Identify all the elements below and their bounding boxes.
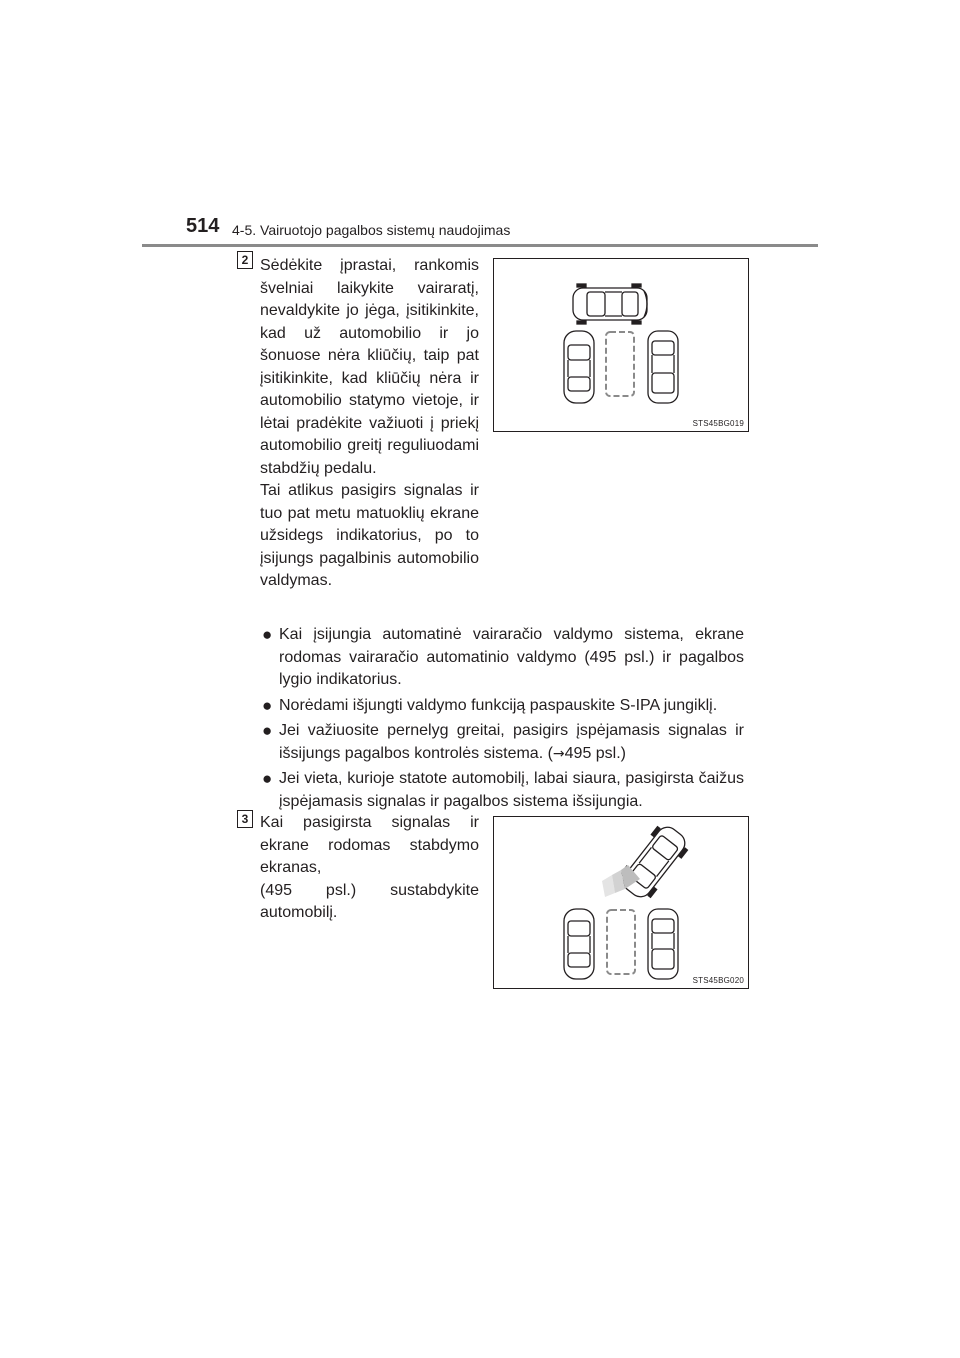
- page-number: 514: [186, 215, 220, 237]
- step-2-paragraph-2: Tai atlikus pasigirs signalas ir tuo pat metu matuoklių ekrane užsidegs indikatorius, po to įsijungs pagalbinis automobilio valdymas.: [260, 482, 479, 589]
- bullet-icon: ●: [262, 721, 273, 740]
- list-item: [262, 695, 744, 718]
- arrow-icon: →: [552, 745, 565, 762]
- parking-space-marker: [606, 332, 634, 396]
- notes-list: [262, 624, 744, 816]
- step-3-badge: 3: [237, 810, 253, 828]
- section-title: 4-5. Vairuotojo pagalbos sistemų naudojimas: [232, 222, 511, 238]
- figure-code: STS45BG019: [692, 419, 744, 428]
- step-2-badge: 2: [237, 251, 253, 269]
- list-item-text: Kai įsijungia automatinė vairaračio valdymo sistema, ekrane rodomas vairaračio automatinio valdymo (495 psl.) ir pagalbos lygio indikatorius.: [279, 626, 744, 688]
- step-2-text: [260, 255, 479, 593]
- parking-start-illustration: [494, 259, 748, 431]
- list-item: [262, 720, 744, 765]
- stop-vehicle-illustration: [494, 817, 748, 988]
- figure-code: STS45BG020: [692, 976, 744, 985]
- car-icon: [564, 909, 594, 979]
- bullet-icon: ●: [262, 625, 273, 644]
- list-item-text: Jei važiuosite pernelyg greitai, pasigirs įspėjamasis signalas ir išsijungs pagalbos kontrolės sistema. (: [279, 722, 744, 762]
- car-icon: [648, 331, 678, 403]
- step-3-text: [260, 812, 479, 925]
- car-icon: [616, 820, 693, 903]
- figure-stop-vehicle: [493, 816, 749, 989]
- car-icon: [564, 331, 594, 403]
- bullet-icon: ●: [262, 769, 273, 788]
- car-icon: [648, 909, 678, 979]
- list-item: [262, 624, 744, 692]
- figure-parking-start: [493, 258, 749, 432]
- page-reference: 495 psl.): [564, 744, 627, 762]
- step-3-paragraph-2: (495 psl.) sustabdykite automobilį.: [260, 881, 479, 921]
- list-item-text: Jei vieta, kurioje statote automobilį, labai siaura, pasigirsta čaižus įspėjamasis signalas ir pagalbos sistema išsijungia.: [279, 770, 744, 810]
- parking-space-marker: [607, 910, 635, 974]
- car-icon: [573, 284, 647, 324]
- step-2-paragraph-1: Sėdėkite įprastai, rankomis švelniai laikykite vairaratį, nevaldykite jo jėga, įsitikinkite, kad už automobilio ir jo šonuose nėra kliūčių, taip pat įsitikinkite, kad kliūčių nėra ir automobilio statymo vietoje, ir lėtai pradėkite važiuoti į priekį automobilio greitį reguliuodami stabdžių pedalu.: [260, 257, 479, 477]
- list-item: [262, 768, 744, 813]
- step-3-paragraph-1: Kai pasigirsta signalas ir ekrane rodomas stabdymo ekranas,: [260, 814, 479, 876]
- bullet-icon: ●: [262, 695, 273, 715]
- list-item-text: Norėdami išjungti valdymo funkciją paspauskite S-IPA jungiklį.: [279, 696, 718, 714]
- header-rule: [142, 244, 818, 247]
